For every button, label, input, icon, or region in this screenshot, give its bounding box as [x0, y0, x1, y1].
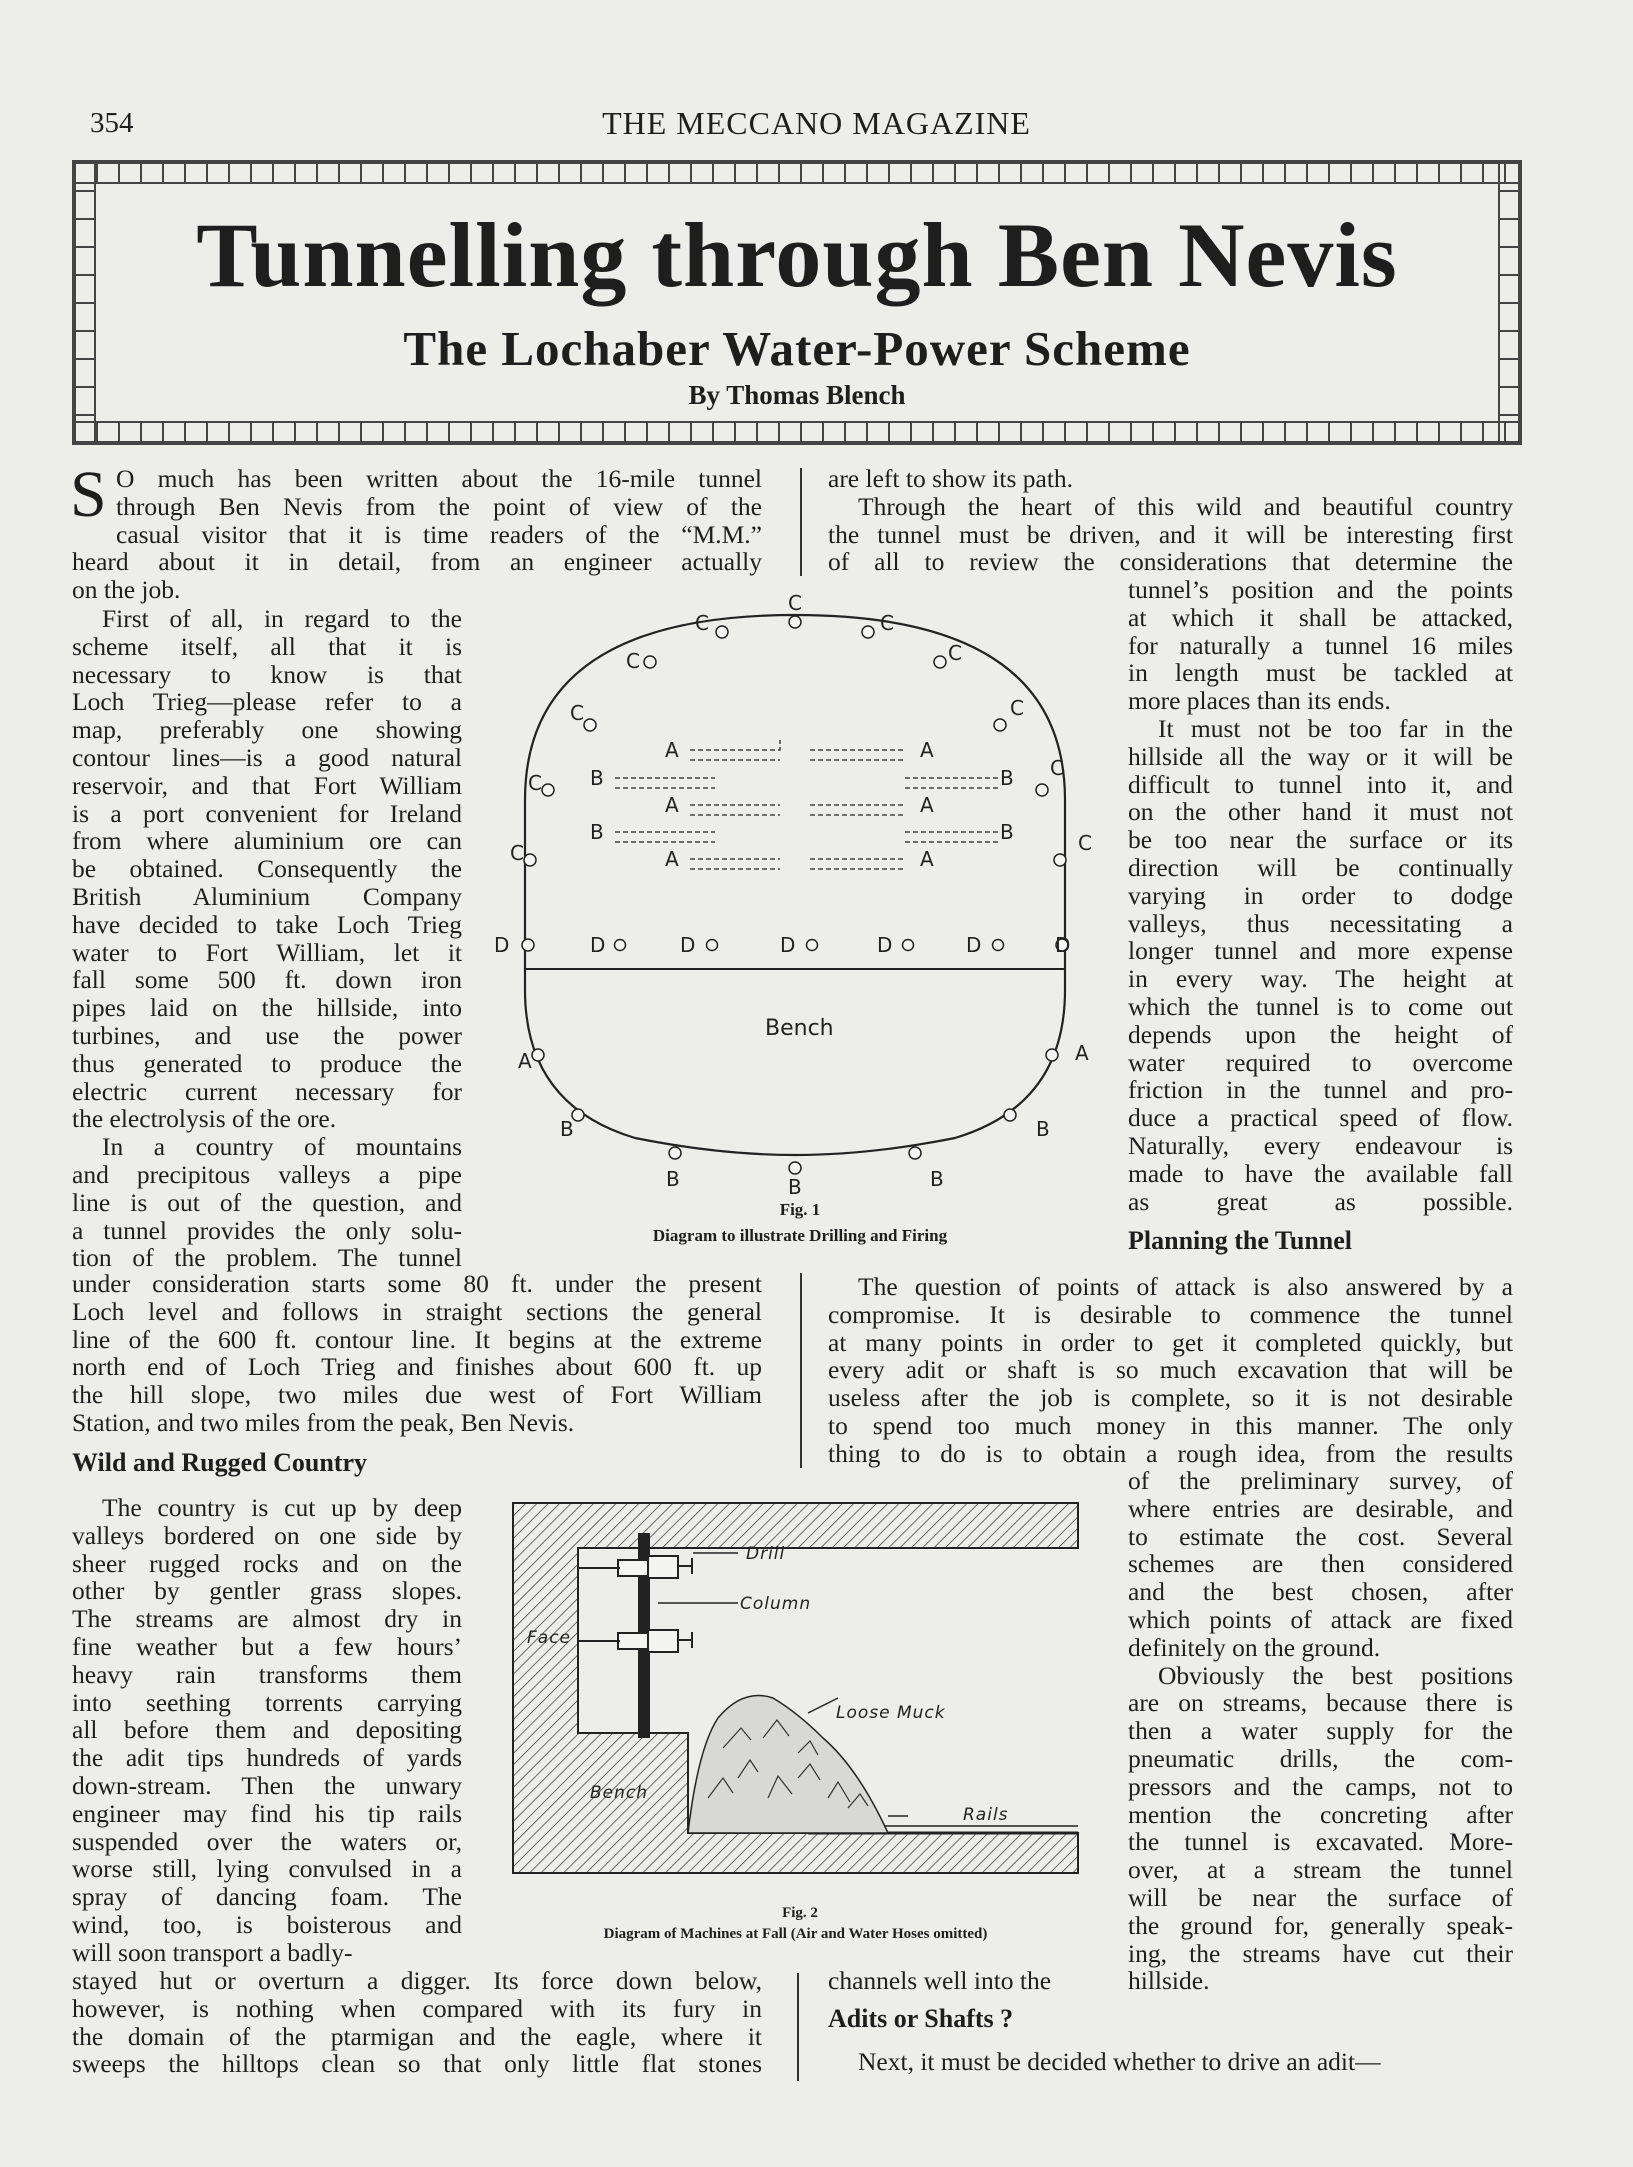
fig2-label-bench: Bench [590, 1783, 649, 1803]
fig2-label-rails: Rails [963, 1805, 1009, 1825]
fig1-label-b: B [930, 1167, 944, 1191]
fig2-label-drill: Drill [746, 1544, 786, 1564]
fig1-label-c: C [510, 841, 524, 865]
text-line: and the best chosen, after [1128, 1577, 1513, 1607]
text-line: are left to show its path. [828, 464, 1074, 493]
fig1-label-b: B [788, 1175, 802, 1199]
text-line: casual visitor that it is time readers of the “M.M.” [116, 519, 762, 549]
fig1-label-a: A [665, 793, 679, 817]
text-line: of the preliminary survey, of [1128, 1466, 1513, 1495]
fig1-label-c: C [788, 591, 802, 615]
text-line: varying in order to dodge [1128, 880, 1513, 910]
dropcap: S [70, 458, 107, 531]
fig1-label-a: A [665, 847, 679, 871]
text-line: water required to overcome [1128, 1047, 1513, 1077]
text-line: through Ben Nevis from the point of view of the [116, 491, 762, 521]
byline: By Thomas Blench [688, 380, 906, 410]
text-line: depends upon the height of [1128, 1019, 1513, 1049]
fig1-label-c: C [880, 611, 894, 635]
fig1-label-b: B [1036, 1117, 1050, 1141]
text-line: at many points in order to get it completed quickly, but [828, 1327, 1513, 1357]
heading-planning: Planning the Tunnel [1128, 1226, 1352, 1255]
planning-wide-column [828, 1273, 1513, 1468]
text-line: In a country of mountains [102, 1132, 462, 1162]
text-line: over, at a stream the tunnel [1128, 1855, 1513, 1885]
text-line: duce a practical speed of flow. [1128, 1103, 1513, 1133]
fig2-machines-diagram [508, 1498, 1083, 1898]
wild-column [72, 1494, 462, 1967]
text-line: be obtained. Consequently the [72, 854, 462, 884]
fig1-label-a: A [920, 793, 934, 817]
heading-wild-rugged: Wild and Rugged Country [72, 1448, 367, 1477]
text-line: Obviously the best positions [1158, 1660, 1513, 1690]
fig1-label-a: A [665, 738, 679, 762]
text-line: the tunnel must be driven, and it will be interesting first [828, 519, 1513, 549]
page-number: 354 [90, 107, 134, 139]
text-line: spray of dancing foam. The [72, 1882, 462, 1912]
fig2-label-column: Column [740, 1594, 812, 1614]
fig1-label-c: C [1010, 696, 1024, 720]
text-line: It must not be too far in the [1158, 713, 1513, 743]
fig1-bench-label: Bench [765, 1016, 834, 1041]
text-line: more places than its ends. [1128, 686, 1391, 716]
text-line: as great as possible. [1128, 1186, 1513, 1216]
fig1-label-b: B [1000, 766, 1014, 790]
text-line: then a water supply for the [1128, 1716, 1513, 1746]
column-rule [800, 1273, 802, 1468]
fig1-label-d: D [877, 933, 893, 957]
fig2-caption: Diagram of Machines at Fall (Air and Water Hoses omitted) [603, 1926, 988, 1942]
fig1-label-a: A [920, 847, 934, 871]
text-line: wind, too, is boisterous and [72, 1909, 462, 1939]
text-line: valleys, thus necessitating a [1128, 908, 1513, 938]
text-line: and precipitous valleys a pipe [72, 1159, 462, 1189]
fig1-label-c: C [528, 771, 542, 795]
text-line: Through the heart of this wild and beautiful country [858, 491, 1513, 521]
left-narrow-column [72, 605, 462, 1272]
text-line: stayed hut or overturn a digger. Its force down below, [72, 1966, 762, 1995]
fig1-label-a: A [518, 1049, 532, 1073]
text-line: the ground for, generally speak- [1128, 1910, 1513, 1940]
text-line: the adit tips hundreds of yards [72, 1743, 462, 1773]
running-head: THE MECCANO MAGAZINE [602, 105, 1031, 141]
text-line: line of the 600 ft. contour line. It begins at the extreme [72, 1324, 762, 1354]
adits-line: Next, it must be decided whether to drive an adit— [858, 2047, 1381, 2076]
text-line: electric current necessary for [72, 1076, 462, 1106]
text-line: The question of points of attack is also answered by a [858, 1272, 1513, 1301]
text-line: of all to review the considerations that determine the [828, 547, 1513, 577]
text-line: from where aluminium ore can [72, 826, 462, 856]
text-line: other by gentler grass slopes. [72, 1576, 462, 1606]
fig1-label-b: B [1000, 820, 1014, 844]
text-line: will be near the surface of [1128, 1882, 1513, 1912]
text-line: at which it shall be attacked, [1128, 602, 1513, 632]
text-line: ing, the streams have cut their [1128, 1938, 1513, 1968]
text-line: fine weather but a few hours’ [72, 1631, 462, 1661]
text-line: the hill slope, two miles due west of Fort William [72, 1380, 762, 1410]
text-line: useless after the job is complete, so it is not desirable [828, 1383, 1513, 1413]
fig1-label-c: C [695, 611, 709, 635]
fig1-label-b: B [560, 1117, 574, 1141]
text-line: is a port convenient for Ireland [72, 798, 462, 828]
text-line: suspended over the waters or, [72, 1826, 462, 1856]
text-line: heavy rain transforms them [72, 1659, 462, 1689]
text-line: which the tunnel is to come out [1128, 991, 1513, 1021]
text-line: definitely on the ground. [1128, 1632, 1381, 1662]
text-line: to estimate the cost. Several [1128, 1521, 1513, 1551]
planning-narrow-column [1128, 1467, 1513, 1995]
text-line: necessary to know is that [72, 659, 462, 689]
text-line: compromise. It is desirable to commence the tunnel [828, 1299, 1513, 1329]
text-line: pneumatic drills, the com- [1128, 1743, 1513, 1773]
text-line: turbines, and use the power [72, 1020, 462, 1050]
text-line: map, preferably one showing [72, 715, 462, 745]
fig1-label-d: D [966, 933, 982, 957]
text-line: Loch Trieg—please refer to a [72, 687, 462, 717]
text-line: direction will be continually [1128, 852, 1513, 882]
article-title: Tunnelling through Ben Nevis [196, 204, 1398, 306]
text-line: mention the concreting after [1128, 1799, 1513, 1829]
channels-line: channels well into the [828, 1966, 1052, 1995]
text-line: British Aluminium Company [72, 881, 462, 911]
right-narrow-column [1128, 576, 1513, 1215]
fig2-label-loose-muck: Loose Muck [836, 1703, 946, 1723]
fig1-label-c: C [570, 701, 584, 725]
text-line: where entries are desirable, and [1128, 1493, 1513, 1523]
fig1-label-d: D [1055, 933, 1071, 957]
text-line: reservoir, and that Fort William [72, 770, 462, 800]
text-line: The streams are almost dry in [72, 1604, 462, 1634]
text-line: scheme itself, all that it is [72, 631, 462, 661]
text-line: O much has been written about the 16-mile tunnel [116, 464, 762, 493]
text-line: for naturally a tunnel 16 miles [1128, 630, 1513, 660]
wild-wide-column [72, 1967, 762, 2078]
fig1-label-d: D [590, 933, 606, 957]
fig1-label-c: C [1050, 756, 1064, 780]
fig2-number: Fig. 2 [782, 1905, 818, 1921]
text-line: in length must be tackled at [1128, 658, 1513, 688]
text-line: on the other hand it must not [1128, 797, 1513, 827]
text-line: difficult to tunnel into it, and [1128, 769, 1513, 799]
fig2-label-face: Face [527, 1628, 572, 1648]
text-line: down-stream. Then the unwary [72, 1770, 462, 1800]
text-line: The country is cut up by deep [102, 1493, 462, 1522]
text-line: a tunnel provides the only solu- [72, 1215, 462, 1245]
text-line: in every way. The height at [1128, 964, 1513, 994]
fig1-label-c: C [948, 641, 962, 665]
fig1-label-c: C [1078, 831, 1092, 855]
heading-adits: Adits or Shafts ? [828, 2004, 1014, 2033]
text-line: Loch level and follows in straight sections the general [72, 1296, 762, 1326]
left-wide-column [72, 1270, 762, 1437]
text-line: are on streams, because there is [1128, 1688, 1513, 1718]
text-line: will soon transport a badly- [72, 1937, 353, 1967]
text-line: north end of Loch Trieg and finishes about 600 ft. up [72, 1352, 762, 1382]
text-line: be too near the surface or its [1128, 825, 1513, 855]
right-top-column [828, 465, 1513, 576]
fig1-number: Fig. 1 [779, 1200, 821, 1219]
text-line: fall some 500 ft. down iron [72, 965, 462, 995]
text-line: First of all, in regard to the [102, 604, 462, 633]
text-line: longer tunnel and more expense [1128, 936, 1513, 966]
intro-paragraph [70, 458, 762, 605]
text-line: line is out of the question, and [72, 1187, 462, 1217]
text-line: contour lines—is a good natural [72, 742, 462, 772]
text-line: pressors and the camps, not to [1128, 1771, 1513, 1801]
text-line: made to have the available fall [1128, 1158, 1513, 1188]
fig1-label-d: D [680, 933, 696, 957]
fig1-label-b: B [590, 766, 604, 790]
text-line: under consideration starts some 80 ft. under the present [72, 1269, 762, 1298]
column-rule [800, 468, 802, 576]
text-line: to spend too much money in this manner. The only [828, 1410, 1513, 1440]
text-line: sweeps the hilltops clean so that only little flat stones [72, 2049, 762, 2079]
fig1-label-c: C [626, 649, 640, 673]
border-ornament-top [74, 162, 1520, 184]
text-line: all before them and depositing [72, 1715, 462, 1745]
text-line: hillside all the way or it will be [1128, 741, 1513, 771]
text-line: sheer rugged rocks and on the [72, 1548, 462, 1578]
text-line: hillside. [1128, 1966, 1210, 1996]
fig1-label-b: B [590, 820, 604, 844]
fig1-label-d: D [780, 933, 796, 957]
text-line: every adit or shaft is so much excavation that will be [828, 1355, 1513, 1385]
text-line: which points of attack are fixed [1128, 1604, 1513, 1634]
text-line: Station, and two miles from the peak, Ben Nevis. [72, 1407, 575, 1437]
fig1-tunnel-diagram [490, 590, 1110, 1230]
fig1-label-d: D [494, 933, 510, 957]
text-line: thus generated to produce the [72, 1048, 462, 1078]
text-line: the electrolysis of the ore. [72, 1104, 337, 1134]
fig1-caption: Diagram to illustrate Drilling and Firing [652, 1226, 948, 1245]
title-box [72, 160, 1522, 445]
fig1-label-a: A [920, 738, 934, 762]
text-line: schemes are then considered [1128, 1549, 1513, 1579]
text-line: into seething torrents carrying [72, 1687, 462, 1717]
text-line: worse still, lying convulsed in a [72, 1854, 462, 1884]
text-line: the domain of the ptarmigan and the eagle, where it [72, 2021, 762, 2051]
text-line: the tunnel is excavated. More- [1128, 1827, 1513, 1857]
text-line: Naturally, every endeavour is [1128, 1130, 1513, 1160]
text-line: heard about it in detail, from an engineer actually [72, 547, 762, 577]
text-line: on the job. [72, 575, 181, 605]
text-line: water to Fort William, let it [72, 937, 462, 967]
column-rule [797, 1973, 799, 2081]
text-line: have decided to take Loch Trieg [72, 909, 462, 939]
text-line: pipes laid on the hillside, into [72, 993, 462, 1023]
fig1-label-b: B [666, 1167, 680, 1191]
text-line: tion of the problem. The tunnel [72, 1243, 462, 1273]
fig1-label-a: A [1075, 1041, 1089, 1065]
text-line: thing to do is to obtain a rough idea, from the results [828, 1438, 1513, 1468]
article-subtitle: The Lochaber Water-Power Scheme [403, 321, 1191, 376]
text-line: engineer may find his tip rails [72, 1798, 462, 1828]
text-line: friction in the tunnel and pro- [1128, 1075, 1513, 1105]
text-line: valleys bordered on one side by [72, 1520, 462, 1550]
text-line: however, is nothing when compared with its fury in [72, 1993, 762, 2023]
text-line: tunnel’s position and the points [1128, 575, 1513, 604]
border-ornament-bottom [74, 421, 1520, 443]
